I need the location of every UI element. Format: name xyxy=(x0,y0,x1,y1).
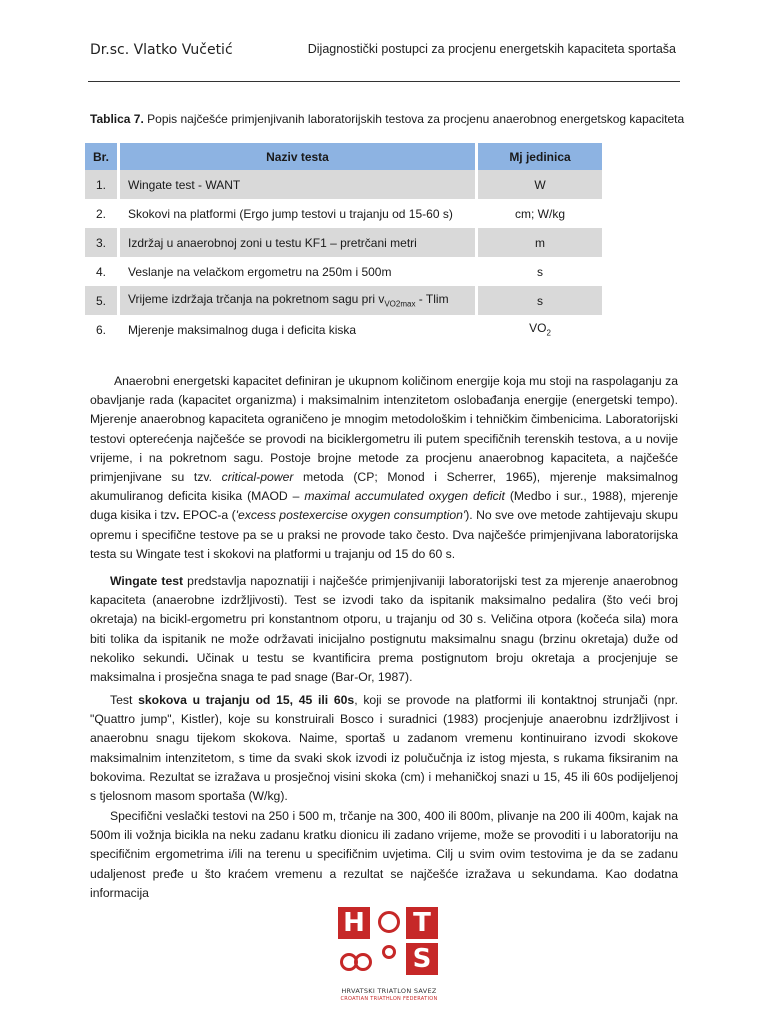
row-name-subscript: VO2max xyxy=(384,299,416,309)
p4-text: Specifični veslački testovi na 250 i 500 m, trčanje na 300, 400 ili 800m, plivanje na 200 ili 400m, kajak na 500m ili vožnja bicikla na neku zadanu kratku dionicu ili zadano vrijeme, može se provoditi i u laboratoriju na specifičnim ergometrima i/ili na terenu u specifičnim uvjetima. Cilj u svim ovim testovima je da se zadanu udaljenost pređe u što kraćem vremenu a rezultat se najčešće izražava u sekundama. Kao dodatna informacija xyxy=(90,809,678,900)
table-caption-label: Tablica 7. xyxy=(90,112,144,126)
p1-bold-dot: . xyxy=(176,508,180,523)
logo-cyclist-tile xyxy=(338,943,370,975)
row-name-suffix: - Tlim xyxy=(415,292,449,307)
row-unit-subscript: 2 xyxy=(546,328,551,338)
row-name: Wingate test - WANT xyxy=(120,170,478,199)
col-header-num: Br. xyxy=(85,143,120,170)
col-header-name: Naziv testa xyxy=(120,143,478,170)
logo-letter-s: S xyxy=(406,943,438,975)
logo-letter-t: T xyxy=(406,907,438,939)
table-row xyxy=(85,286,605,315)
row-unit: s xyxy=(478,257,605,286)
table-caption xyxy=(90,112,684,126)
row-name: Veslanje na velačkom ergometru na 250m i 500m xyxy=(120,257,478,286)
p1-italic-epoc: 'excess postexercise oxygen consumption' xyxy=(235,508,466,523)
logo-org-name-en: CROATIAN TRIATHLON FEDERATION xyxy=(340,996,438,1002)
paragraph-specific-tests xyxy=(90,807,678,903)
p1-text-a: Anaerobni energetski kapacitet definiran je ukupnom količinom energije koja mu stoji na raspolaganju za obavljanje rada (kapacitet organizma) i maksimalnim intenzitetom oslobađanja energije (energetski tempo). Mjerenje anaerobnog kapaciteta ograničeno je mnogim metodološkim i tehničkim čimbenicima. Laboratorijski testovi opterećenja najčešće se provodi na biciklergometru ili putem specifičnih terenskih testova, a u novije vrijeme, i na pokretnom sagu. Postoje brojne metode za procjenu anaerobnog kapaciteta, a najčešće primjenjivane su tzv. xyxy=(90,374,678,485)
logo-letter-h: H xyxy=(338,907,370,939)
table-row xyxy=(85,199,605,228)
paragraph-wingate xyxy=(90,572,678,687)
row-num: 5. xyxy=(85,286,120,315)
row-name-text: Vrijeme izdržaja trčanja na pokretnom sagu pri v xyxy=(128,292,385,307)
row-name: Mjerenje maksimalnog duga i deficita kiska xyxy=(120,315,478,344)
p3-bold-jumps: skokova u trajanju od 15, 45 ili 60s xyxy=(138,693,355,707)
row-num: 3. xyxy=(85,228,120,257)
tests-table xyxy=(85,143,605,344)
row-num: 1. xyxy=(85,170,120,199)
header-divider xyxy=(88,81,680,82)
p2-text-b: predstavlja napoznatiji i najčešće primjenjivaniji laboratorijski test za mjerenje anaerobnog kapaciteta (anaerobne izdržljivosti). Test se izvodi tako da ispitanik maksimalno pedalira (što veći broj okretaja) na bicikl-ergometru pri konstantnom otporu, u trajanju od 30 s. Veličina otpora (kočeća sila) mora biti tolika da ispitanik ne može održavati inicijalno postignutu maksimalnu snagu (brzinu okretaja) duže od nekoliko sekundi xyxy=(90,574,678,665)
p3-text-c: , koji se provode na platformi ili kontaktnoj strunjači (npr. "Quattro jump", Kistler), koje su konstruirali Bosco i suradnici (1983) procjenjuje anaerobnu izdržljivost i anaerobnu snagu tijekom skokova. Naime, sportaš u zadanom vremenu kontinuirano izvodi skokove maksimalnim intenzitetom, s time da svaki skok izvodi iz polučučnja iz istog mjesta, s rukama fiksiranim na bokovima. Rezultat se izražava u prosječnoj visini skoka (cm) i mehaničkoj snazi u 15, 45 ili 60s podijeljenoj s tjelosnom masom sportaša (W/kg). xyxy=(90,693,678,804)
p1-text-g: EPOC-a ( xyxy=(179,508,236,523)
row-unit xyxy=(478,315,605,344)
p1-text-i: ). No sve ove metode zahtijevaju skupu opremu i specifične testove pa se u praksi ne provode tako često. Dva najčešće primjenjivana laboratorijska testa su Wingate test i skokovi na platformi u trajanju od 15 do 60 s. xyxy=(90,508,678,561)
logo-runner-tile xyxy=(372,943,404,975)
row-name: Skokovi na platformi (Ergo jump testovi u trajanju od 15-60 s) xyxy=(120,199,478,228)
p2-bold-dot: . xyxy=(184,650,189,665)
row-unit: cm; W/kg xyxy=(478,199,605,228)
row-unit: W xyxy=(478,170,605,199)
table-row xyxy=(85,257,605,286)
table-caption-text: Popis najčešće primjenjivanih laboratorijskih testova za procjenu anaerobnog energetskog kapaciteta xyxy=(143,112,685,126)
table-row xyxy=(85,315,605,344)
row-unit: m xyxy=(478,228,605,257)
table-row xyxy=(85,170,605,199)
bike-wheel-icon xyxy=(354,953,372,971)
p1-text-c: metoda (CP; Monod i Scherrer, 1965), mjerenje maksimalnog akumuliranog deficita kisika (MAOD – xyxy=(90,470,678,504)
logo-swimmer-tile xyxy=(372,907,404,939)
row-name xyxy=(120,286,478,315)
p1-italic-maod: maximal accumulated oxygen deficit xyxy=(304,489,505,504)
row-unit: s xyxy=(478,286,605,315)
runner-icon xyxy=(382,945,396,959)
table-row xyxy=(85,228,605,257)
row-unit-text: VO xyxy=(529,321,547,336)
p1-italic-cp: critical-power xyxy=(221,470,294,485)
p2-text-d: Učinak u testu se kvantificira prema postignutom broju okretaja a procjenjuje se maksimalna i prosječna snaga te pad snage (Bar-Or, 1987). xyxy=(90,650,678,685)
header-title: Dijagnostički postupci za procjenu energetskih kapaciteta sportaša xyxy=(307,42,676,56)
p1-text-e: (Medbo i sur., 1988), mjerenje duga kisika i tzv xyxy=(90,489,678,523)
p3-text-a: Test xyxy=(110,693,139,707)
logo-org-name: HRVATSKI TRIATLON SAVEZ xyxy=(341,987,437,995)
row-num: 6. xyxy=(85,315,120,344)
triathlon-federation-logo xyxy=(334,905,444,1005)
swimmer-icon xyxy=(378,911,400,933)
row-name: Izdržaj u anaerobnoj zoni u testu KF1 – pretrčani metri xyxy=(120,228,478,257)
col-header-unit: Mj jedinica xyxy=(478,143,605,170)
paragraph-jump-test xyxy=(90,691,678,806)
row-num: 4. xyxy=(85,257,120,286)
paragraph-anaerobic-capacity xyxy=(90,372,678,564)
p2-bold-wingate: Wingate test xyxy=(110,574,184,588)
table-header-row xyxy=(85,143,605,170)
header-author: Dr.sc. Vlatko Vučetić xyxy=(90,42,233,58)
row-num: 2. xyxy=(85,199,120,228)
